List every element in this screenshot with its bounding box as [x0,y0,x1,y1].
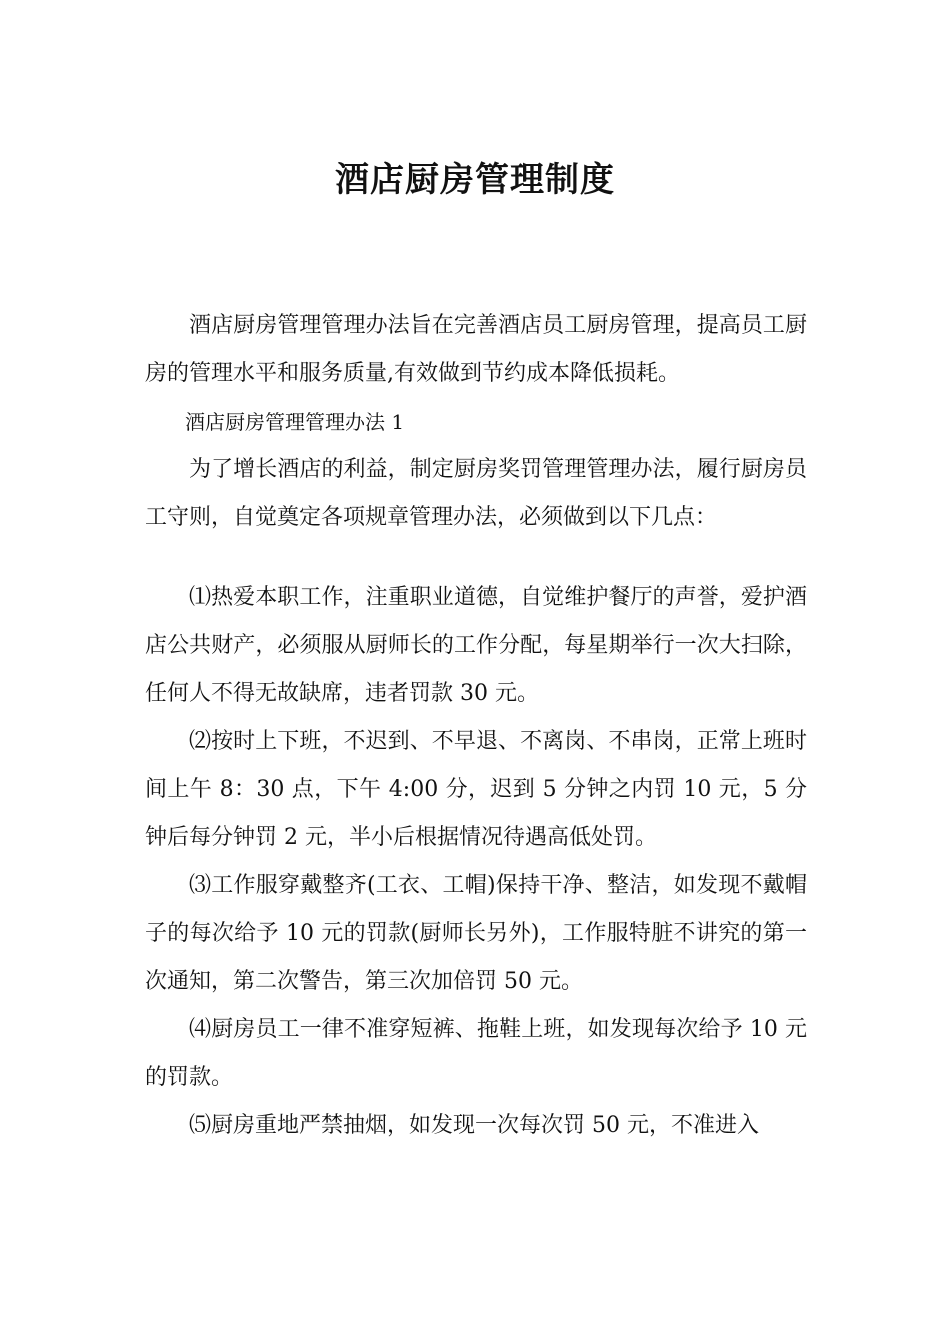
paragraph-spacer [145,542,807,574]
intro-paragraph: 酒店厨房管理管理办法旨在完善酒店员工厨房管理，提高员工厨房的管理水平和服务质量,有效做到节约成本降低损耗。 [145,313,807,386]
section-intro-paragraph: 为了增长酒店的利益，制定厨房奖罚管理管理办法，履行厨房员工守则，自觉奠定各项规章管理办法，必须做到以下几点： [145,457,807,530]
section-heading: 酒店厨房管理管理办法 1 [185,410,405,434]
document-title: 酒店厨房管理制度 [335,160,615,200]
rule-1: ⑴热爱本职工作，注重职业道德，自觉维护餐厅的声誉，爱护酒店公共财产，必须服从厨师长的工作分配，每星期举行一次大扫除，任何人不得无故缺席，违者罚款 30 元。 [145,585,807,706]
rule-4: ⑷厨房员工一律不准穿短裤、拖鞋上班，如发现每次给予 10 元的罚款。 [145,1017,807,1090]
document-body [145,302,807,1150]
rule-2: ⑵按时上下班，不迟到、不早退、不离岗、不串岗，正常上班时间上午 8：30 点，下午 4:00 分，迟到 5 分钟之内罚 10 元，5 分钟后每分钟罚 2 元，半小后根据情况待遇高低处罚。 [145,729,807,850]
rule-5: ⑸厨房重地严禁抽烟，如发现一次每次罚 50 元，不准进入 [189,1113,759,1138]
rule-3: ⑶工作服穿戴整齐(工衣、工帽)保持干净、整洁，如发现不戴帽子的每次给予 10 元的罚款(厨师长另外)，工作服特脏不讲究的第一次通知，第二次警告，第三次加倍罚 50 元。 [145,873,807,994]
